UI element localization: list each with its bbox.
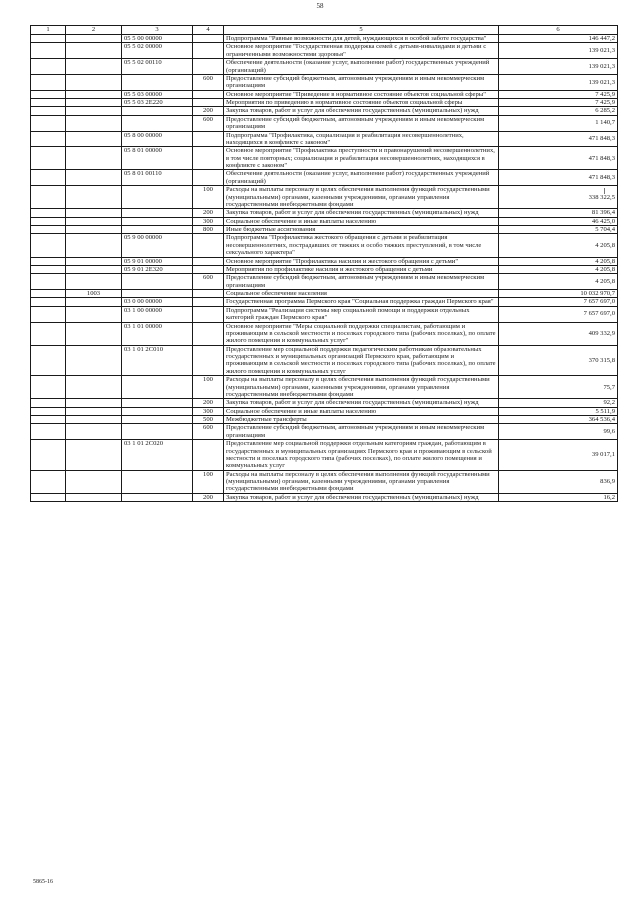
table-cell-c1: [31, 186, 66, 209]
table-cell-c4: 100: [193, 186, 224, 209]
table-cell-c6: 7 425,9: [499, 99, 618, 107]
table-cell-c4: 600: [193, 74, 224, 90]
table-cell-c6: 7 425,9: [499, 90, 618, 98]
table-cell-c1: [31, 257, 66, 265]
table-header-row: [31, 26, 618, 35]
table-row: [31, 226, 618, 234]
table-cell-c5: Подпрограмма "Профилактика, социализация и реабилитация несовершеннолетних, находящихся в конфликте с законом": [224, 131, 499, 147]
table-cell-c3: 05 8 01 00110: [122, 170, 193, 186]
table-cell-c1: [31, 407, 66, 415]
table-cell-c5: Закупка товаров, работ и услуг для обеспечения государственных (муниципальных) нужд: [224, 107, 499, 115]
table-cell-c5: Закупка товаров, работ и услуг для обеспечения государственных (муниципальных) нужд: [224, 209, 499, 217]
table-row: [31, 416, 618, 424]
table-cell-c4: [193, 345, 224, 376]
table-cell-c2: [66, 470, 122, 493]
table-cell-c2: [66, 35, 122, 43]
table-cell-c4: [193, 90, 224, 98]
table-cell-c3: 05 5 00 00000: [122, 35, 193, 43]
table-cell-c5: Предоставление субсидий бюджетным, автономным учреждениям и иным некоммерческим организациям: [224, 74, 499, 90]
table-cell-c4: 600: [193, 115, 224, 131]
table-cell-c2: [66, 90, 122, 98]
table-cell-c3: [122, 416, 193, 424]
table-cell-c5: Подпрограмма "Равные возможности для детей, нуждающихся в особой заботе государства": [224, 35, 499, 43]
table-cell-c5: Основное мероприятие "Профилактика насилия и жестокого обращения с детьми": [224, 257, 499, 265]
table-cell-c6: 4 205,8: [499, 265, 618, 273]
table-cell-c2: [66, 209, 122, 217]
table-cell-c4: [193, 306, 224, 322]
table-row: [31, 470, 618, 493]
table-cell-c6: 10 032 970,7: [499, 290, 618, 298]
table-cell-c1: [31, 226, 66, 234]
table-cell-c1: [31, 440, 66, 471]
table-cell-c6: 364 536,4: [499, 416, 618, 424]
table-cell-c5: Межбюджетные трансферты: [224, 416, 499, 424]
table-cell-c1: [31, 290, 66, 298]
table-cell-c1: [31, 416, 66, 424]
table-cell-c1: [31, 59, 66, 75]
table-cell-c2: [66, 217, 122, 225]
table-cell-c1: [31, 170, 66, 186]
table-cell-c4: [193, 59, 224, 75]
table-cell-c2: [66, 234, 122, 257]
table-cell-c5: Социальное обеспечение и иные выплаты населению: [224, 407, 499, 415]
table-cell-c4: 200: [193, 399, 224, 407]
table-cell-c3: 05 9 00 00000: [122, 234, 193, 257]
table-cell-c2: [66, 399, 122, 407]
table-cell-c5: Подпрограмма "Реализация системы мер социальной помощи и поддержки отдельных категорий граждан Пермского края": [224, 306, 499, 322]
table-row: [31, 440, 618, 471]
table-cell-c3: [122, 186, 193, 209]
table-cell-c6: 92,2: [499, 399, 618, 407]
table-cell-c1: [31, 115, 66, 131]
column-header: 6: [499, 26, 618, 35]
table-cell-c2: [66, 265, 122, 273]
column-header: 4: [193, 26, 224, 35]
table-cell-c2: [66, 131, 122, 147]
table-cell-c6: 99,6: [499, 424, 618, 440]
table-cell-c3: 03 1 01 00000: [122, 322, 193, 345]
table-cell-c6: 471 848,3: [499, 131, 618, 147]
table-cell-c4: [193, 257, 224, 265]
table-cell-c1: [31, 43, 66, 59]
table-cell-c2: [66, 322, 122, 345]
table-row: [31, 345, 618, 376]
table-cell-c4: 500: [193, 416, 224, 424]
table-cell-c5: Обеспечение деятельности (оказание услуг, выполнение работ) государственных учреждений (организаций): [224, 59, 499, 75]
table-cell-c2: [66, 226, 122, 234]
table-cell-c4: [193, 440, 224, 471]
table-cell-c2: [66, 186, 122, 209]
table-cell-c3: 03 1 01 2С020: [122, 440, 193, 471]
table-cell-c5: Иные бюджетные ассигнования: [224, 226, 499, 234]
table-cell-c1: [31, 399, 66, 407]
table-cell-c2: [66, 407, 122, 415]
table-row: [31, 74, 618, 90]
column-header: 1: [31, 26, 66, 35]
table-cell-c6: 370 315,8: [499, 345, 618, 376]
table-cell-c1: [31, 265, 66, 273]
table-cell-c5: Предоставление субсидий бюджетным, автономным учреждениям и иным некоммерческим организациям: [224, 274, 499, 290]
table-cell-c5: Закупка товаров, работ и услуг для обеспечения государственных (муниципальных) нужд: [224, 399, 499, 407]
table-cell-c2: [66, 416, 122, 424]
table-cell-c3: [122, 470, 193, 493]
table-cell-c4: 600: [193, 274, 224, 290]
table-cell-c4: [193, 298, 224, 306]
table-cell-c3: 05 8 00 00000: [122, 131, 193, 147]
table-cell-c3: [122, 115, 193, 131]
margin-mark: [604, 188, 605, 194]
table-cell-c1: [31, 209, 66, 217]
table-row: [31, 115, 618, 131]
footer-code: 5865-16: [33, 879, 53, 885]
table-cell-c4: 100: [193, 470, 224, 493]
table-row: [31, 59, 618, 75]
table-cell-c4: 200: [193, 107, 224, 115]
table-cell-c6: 1 140,7: [499, 115, 618, 131]
table-row: [31, 322, 618, 345]
table-cell-c1: [31, 424, 66, 440]
table-cell-c2: [66, 147, 122, 170]
table-cell-c2: [66, 274, 122, 290]
table-cell-c6: 409 332,9: [499, 322, 618, 345]
table-row: [31, 107, 618, 115]
table-cell-c1: [31, 107, 66, 115]
table-cell-c5: Основное мероприятие "Государственная поддержка семей с детьми-инвалидами и детьми с ограниченными возможностями здоровья": [224, 43, 499, 59]
table-cell-c3: 03 1 00 00000: [122, 306, 193, 322]
table-cell-c6: 6 285,2: [499, 107, 618, 115]
table-row: [31, 147, 618, 170]
table-cell-c5: Подпрограмма "Профилактика жестокого обращения с детьми и реабилитация несовершеннолетних, пострадавших от тяжких и особо тяжких преступлений, в том числе сексуального характера": [224, 234, 499, 257]
table-cell-c6: 471 848,3: [499, 147, 618, 170]
table-cell-c3: 05 5 02 00000: [122, 43, 193, 59]
table-cell-c5: Государственная программа Пермского края "Социальная поддержка граждан Пермского края": [224, 298, 499, 306]
table-cell-c6: 81 396,4: [499, 209, 618, 217]
table-cell-c5: Расходы на выплаты персоналу в целях обеспечения выполнения функций государственными (муниципальными) органами, казенными учреждениями, органами управления государственными внебюджетными фондами: [224, 470, 499, 493]
table-cell-c5: Закупка товаров, работ и услуг для обеспечения государственных (муниципальных) нужд: [224, 493, 499, 501]
table-cell-c5: Предоставление мер социальной поддержки отдельным категориям граждан, работающим в государственных и муниципальных организациях Пермского края и проживающим в сельской местности и поселках городского типа (рабочих поселках), по оплате жилого помещения и коммунальных услуг: [224, 440, 499, 471]
table-cell-c6: 5 704,4: [499, 226, 618, 234]
table-cell-c2: [66, 298, 122, 306]
table-cell-c4: 300: [193, 407, 224, 415]
table-cell-c2: [66, 440, 122, 471]
table-cell-c5: Мероприятия по приведению в нормативное состояние объектов социальной сферы: [224, 99, 499, 107]
table-cell-c2: [66, 74, 122, 90]
table-cell-c3: 05 5 03 2Е220: [122, 99, 193, 107]
table-cell-c4: [193, 35, 224, 43]
table-cell-c3: [122, 274, 193, 290]
table-cell-c5: Предоставление мер социальной поддержки педагогическим работникам образовательных государственных и муниципальных организаций Пермского края, работающим и проживающим в сельской местности и поселках городского типа (рабочих поселках), по оплате жилого помещения и коммунальных услуг: [224, 345, 499, 376]
table-cell-c6: 4 205,8: [499, 274, 618, 290]
table-cell-c1: [31, 274, 66, 290]
column-header: 3: [122, 26, 193, 35]
table-cell-c1: [31, 131, 66, 147]
column-header: 5: [224, 26, 499, 35]
table-cell-c3: [122, 74, 193, 90]
table-cell-c1: [31, 90, 66, 98]
table-row: [31, 90, 618, 98]
table-cell-c4: 300: [193, 217, 224, 225]
table-cell-c3: 05 9 01 2Е320: [122, 265, 193, 273]
table-cell-c6: 4 205,8: [499, 234, 618, 257]
table-cell-c5: Основное мероприятие "Приведение в нормативное состояние объектов социальной сферы": [224, 90, 499, 98]
table-cell-c4: [193, 265, 224, 273]
table-cell-c3: [122, 290, 193, 298]
budget-table: [30, 25, 618, 502]
table-cell-c6: 5 511,9: [499, 407, 618, 415]
table-row: [31, 209, 618, 217]
table-cell-c2: [66, 424, 122, 440]
table-cell-c5: Расходы на выплаты персоналу в целях обеспечения выполнения функций государственными (муниципальными) органами, казенными учреждениями, органами управления государственными внебюджетными фондами: [224, 186, 499, 209]
table-cell-c6: 139 021,3: [499, 74, 618, 90]
table-cell-c1: [31, 306, 66, 322]
table-cell-c5: Социальное обеспечение населения: [224, 290, 499, 298]
table-row: [31, 43, 618, 59]
table-cell-c4: [193, 131, 224, 147]
table-cell-c2: [66, 115, 122, 131]
table-cell-c3: [122, 217, 193, 225]
table-cell-c6: 7 657 697,0: [499, 298, 618, 306]
table-cell-c4: 100: [193, 376, 224, 399]
table-cell-c3: [122, 399, 193, 407]
table-cell-c4: [193, 322, 224, 345]
table-cell-c4: 200: [193, 209, 224, 217]
table-row: [31, 306, 618, 322]
column-header: 2: [66, 26, 122, 35]
table-cell-c3: [122, 209, 193, 217]
table-cell-c2: [66, 257, 122, 265]
table-cell-c3: 05 8 01 00000: [122, 147, 193, 170]
table-cell-c1: [31, 234, 66, 257]
table-cell-c6: 75,7: [499, 376, 618, 399]
table-cell-c2: [66, 99, 122, 107]
table-cell-c4: [193, 290, 224, 298]
table-row: [31, 186, 618, 209]
table-cell-c3: [122, 407, 193, 415]
table-row: [31, 170, 618, 186]
table-cell-c1: [31, 322, 66, 345]
table-cell-c1: [31, 74, 66, 90]
table-cell-c1: [31, 470, 66, 493]
table-cell-c3: 05 5 03 00000: [122, 90, 193, 98]
table-cell-c6: 4 205,8: [499, 257, 618, 265]
table-cell-c5: Социальное обеспечение и иные выплаты населению: [224, 217, 499, 225]
table-cell-c2: [66, 493, 122, 501]
table-cell-c6: 7 657 697,0: [499, 306, 618, 322]
table-cell-c4: [193, 170, 224, 186]
table-cell-c4: [193, 43, 224, 59]
table-row: [31, 131, 618, 147]
table-cell-c4: [193, 147, 224, 170]
table-cell-c6: 46 425,0: [499, 217, 618, 225]
table-row: [31, 234, 618, 257]
table-cell-c5: Основное мероприятие "Меры социальной поддержки специалистам, работающим и проживающим в сельской местности и поселках городского типа (рабочих поселках), по оплате жилого помещения и коммунальных услуг": [224, 322, 499, 345]
table-row: [31, 290, 618, 298]
table-cell-c3: [122, 493, 193, 501]
table-cell-c3: [122, 226, 193, 234]
table-cell-c5: Обеспечение деятельности (оказание услуг, выполнение работ) государственных учреждений (организаций): [224, 170, 499, 186]
table-body: [31, 35, 618, 502]
table-row: [31, 217, 618, 225]
table-row: [31, 35, 618, 43]
page-number: 58: [316, 2, 324, 10]
table-cell-c2: [66, 376, 122, 399]
table-row: [31, 424, 618, 440]
table-cell-c6: 836,9: [499, 470, 618, 493]
table-cell-c1: [31, 99, 66, 107]
table-row: [31, 298, 618, 306]
table-cell-c2: [66, 306, 122, 322]
table-cell-c1: [31, 217, 66, 225]
table-cell-c6: 139 021,3: [499, 43, 618, 59]
table-cell-c1: [31, 35, 66, 43]
table-cell-c3: [122, 376, 193, 399]
table-cell-c1: [31, 147, 66, 170]
table-cell-c4: 200: [193, 493, 224, 501]
table-cell-c1: [31, 298, 66, 306]
table-cell-c5: Основное мероприятие "Профилактика преступности и правонарушений несовершеннолетних, в том числе повторных; социализация и реабилитация несовершеннолетних, находящихся в конфликте с законом": [224, 147, 499, 170]
table-row: [31, 407, 618, 415]
table-cell-c4: [193, 99, 224, 107]
table-cell-c4: 600: [193, 424, 224, 440]
table-cell-c5: Предоставление субсидий бюджетным, автономным учреждениям и иным некоммерческим организациям: [224, 424, 499, 440]
table-row: [31, 376, 618, 399]
table-cell-c2: [66, 59, 122, 75]
table-cell-c1: [31, 376, 66, 399]
table-cell-c3: 03 0 00 00000: [122, 298, 193, 306]
table-cell-c4: [193, 234, 224, 257]
table-cell-c2: [66, 170, 122, 186]
table-cell-c3: 05 5 02 00110: [122, 59, 193, 75]
table-cell-c6: 16,2: [499, 493, 618, 501]
table-cell-c3: 03 1 01 2С010: [122, 345, 193, 376]
table-row: [31, 257, 618, 265]
table-cell-c2: 1003: [66, 290, 122, 298]
table-cell-c1: [31, 345, 66, 376]
table-cell-c6: 471 848,3: [499, 170, 618, 186]
table-row: [31, 399, 618, 407]
table-row: [31, 493, 618, 501]
table-row: [31, 274, 618, 290]
table-row: [31, 265, 618, 273]
table-cell-c6: 39 017,1: [499, 440, 618, 471]
table-cell-c6: 146 447,2: [499, 35, 618, 43]
table-cell-c6: 338 322,5: [499, 186, 618, 209]
table-cell-c5: Расходы на выплаты персоналу в целях обеспечения выполнения функций государственными (муниципальными) органами, казенными учреждениями, органами управления государственными внебюджетными фондами: [224, 376, 499, 399]
table-row: [31, 99, 618, 107]
table-cell-c2: [66, 345, 122, 376]
table-cell-c2: [66, 107, 122, 115]
table-cell-c2: [66, 43, 122, 59]
table-cell-c5: Мероприятия по профилактике насилия и жестокого обращения с детьми: [224, 265, 499, 273]
table-cell-c1: [31, 493, 66, 501]
table-cell-c3: [122, 424, 193, 440]
table-cell-c3: [122, 107, 193, 115]
table-cell-c6: 139 021,3: [499, 59, 618, 75]
table-cell-c4: 800: [193, 226, 224, 234]
table-cell-c3: 05 9 01 00000: [122, 257, 193, 265]
table-cell-c5: Предоставление субсидий бюджетным, автономным учреждениям и иным некоммерческим организациям: [224, 115, 499, 131]
